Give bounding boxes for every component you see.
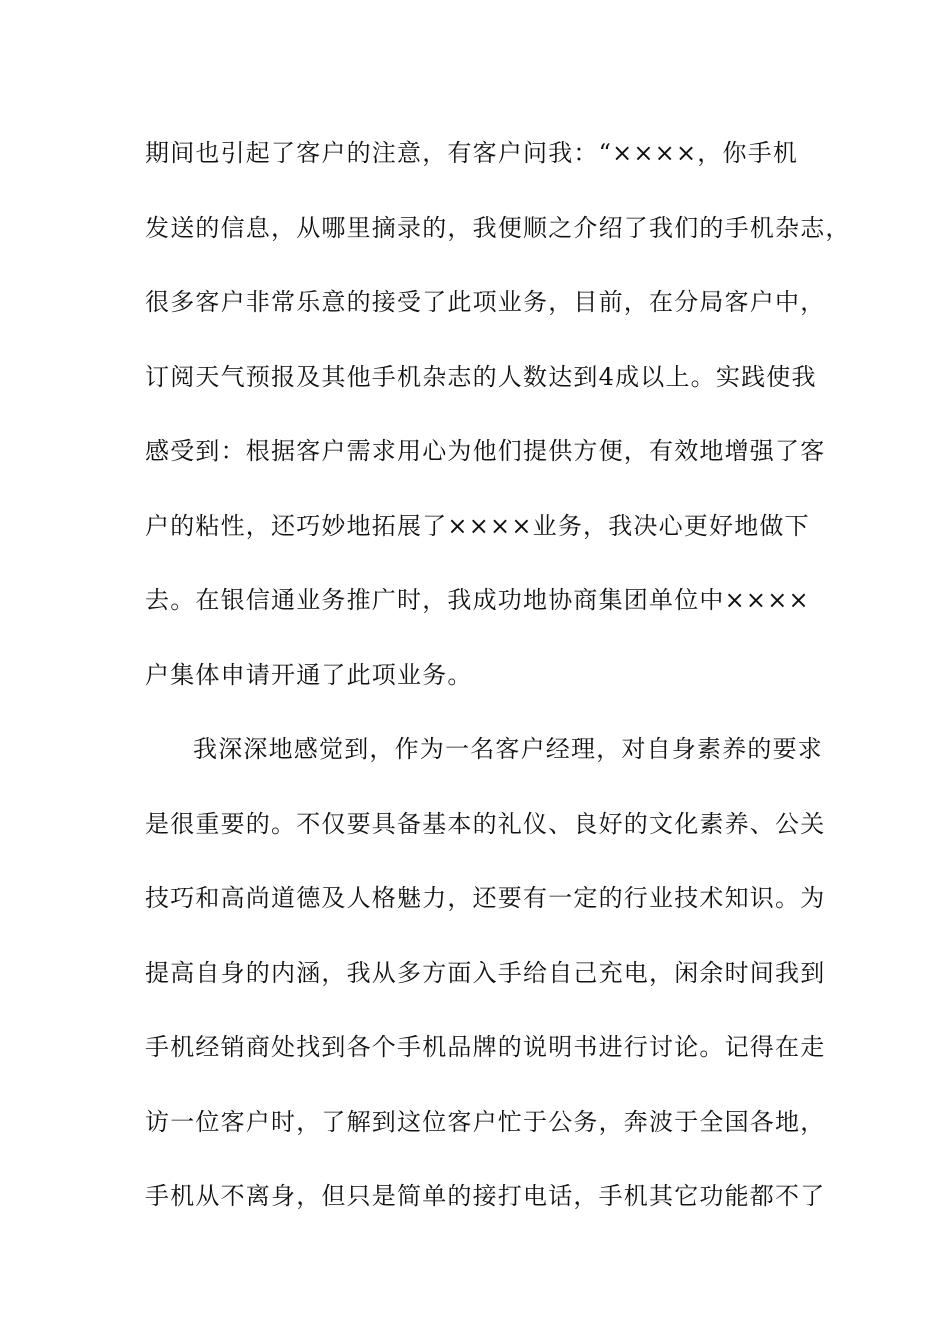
text-line: 访一位客户时，了解到这位客户忙于公务，奔波于全国各地， — [145, 1107, 826, 1136]
text-line: 去。在银信通业务推广时，我成功地协商集团单位中×××× — [145, 586, 810, 614]
text-line: 技巧和高尚道德及人格魅力，还要有一定的行业技术知识。为 — [145, 884, 826, 912]
text-line: 感受到：根据客户需求用心为他们提供方便，有效地增强了客 — [145, 437, 826, 465]
text-line: 手机经销商处找到各个手机品牌的说明书进行讨论。记得在走 — [145, 1033, 826, 1061]
text-line: 发送的信息，从哪里摘录的，我便顺之介绍了我们的手机杂志， — [145, 213, 851, 242]
text-line: 提高自身的内涵，我从多方面入手给自己充电，闲余时间我到 — [145, 958, 826, 987]
text-line: 户集体申请开通了此项业务。 — [145, 660, 473, 689]
text-line: 手机从不离身，但只是简单的接打电话，手机其它功能都不了 — [145, 1182, 826, 1210]
text-line: 很多客户非常乐意的接受了此项业务，目前，在分局客户中， — [145, 288, 826, 316]
text-line: 期间也引起了客户的注意，有客户问我：“××××，你手机 — [145, 139, 799, 167]
body-text — [145, 128, 851, 1246]
paragraph-start-line: 我深深地感觉到，作为一名客户经理，对自身素养的要求 — [193, 735, 823, 763]
text-line: 订阅天气预报及其他手机杂志的人数达到4成以上。实践使我 — [145, 362, 817, 391]
text-line: 是很重要的。不仅要具备基本的礼仪、良好的文化素养、公关 — [145, 809, 826, 838]
text-line: 户的粘性，还巧妙地拓展了××××业务，我决心更好地做下 — [145, 511, 810, 540]
